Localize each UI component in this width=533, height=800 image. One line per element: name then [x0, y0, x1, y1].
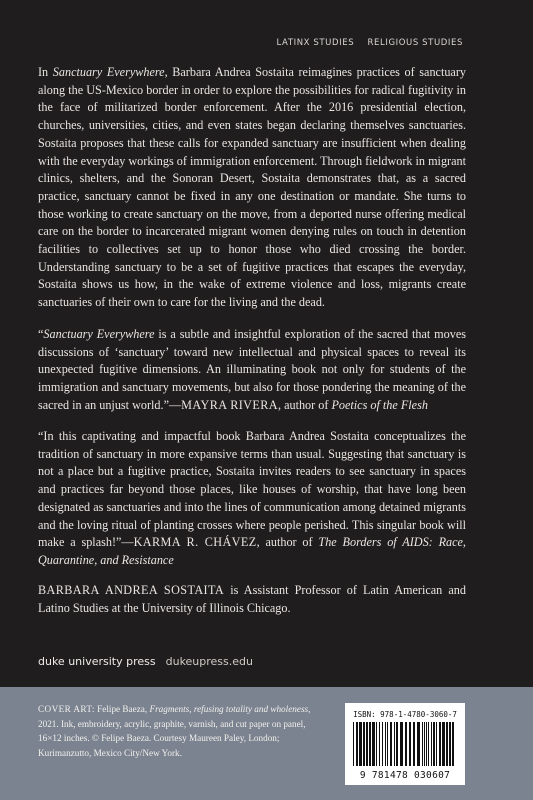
description-body: , Barbara Andrea Sostaita reimagines practices of sanctuary along the US-Mexico border in order to explore the possibilities for radical fugitivity in the face of militarized border enforcement. After the 2016 presidential election, churches, universities, cities, and even states began declaring themselves sanctuaries. Sostaita proposes that these calls for expanded sanctuary are insufficient when dealing with the everyday workings of immigration enforcement. Through fieldwork in migrant clinics, shelters, and the Sonoran Desert, Sostaita demonstrates that, as a sacred practice, sanctuary cannot be fixed in any one destination or mandate. She turns to those working to create sanctuary on the move, from a deported nurse offering medical care on the border to incarcerated migrant women denying rules on touch in detention facilities to collectives set up to honor those who died crossing the border. Understanding sanctuary to be a set of fugitive practices that escapes the everyday, Sostaita shows us how, in the wake of extreme violence and loss, migrants create sanctuaries of their own to care for the living and the dead. [38, 65, 466, 310]
isbn-barcode [345, 703, 465, 785]
barcode-bar [422, 722, 423, 766]
barcode-bar [413, 722, 415, 766]
barcode-bar [379, 722, 380, 766]
barcode-bar [372, 722, 375, 766]
barcode-bar [382, 722, 383, 766]
author-bio [38, 582, 466, 617]
book-description [38, 64, 466, 312]
barcode-bar [433, 722, 435, 766]
barcode-bar [359, 722, 362, 766]
bio-author-name: BARBARA ANDREA SOSTAITA [38, 583, 225, 597]
quote1-author: MAYRA RIVERA [181, 397, 278, 412]
barcode-bar [436, 722, 437, 766]
barcode-bar [431, 722, 432, 766]
barcode-bar [426, 722, 427, 766]
publisher-url[interactable]: dukeupress.edu [165, 655, 253, 668]
barcode-bar [449, 722, 451, 766]
cover-art-credit [38, 702, 330, 760]
publisher-line [38, 655, 253, 668]
quote2-author-book: The Borders of AIDS: Race, Quarantine, and Resistance [38, 535, 466, 567]
barcode-bar [385, 722, 386, 766]
category-religious-studies: RELIGIOUS STUDIES [367, 38, 463, 48]
barcode-bar [446, 722, 448, 766]
barcode-bar [356, 722, 358, 766]
barcode-bar [369, 722, 371, 766]
cover-art-artist: Felipe Baeza, [94, 704, 150, 714]
barcode-bar [424, 722, 425, 766]
barcode-bar [405, 722, 407, 766]
barcode-bar [387, 722, 388, 766]
description-intro: In [38, 65, 53, 79]
barcode-bar [400, 722, 403, 766]
barcode-bar [376, 722, 377, 766]
category-latinx-studies: LATINX STUDIES [276, 38, 355, 48]
barcode-bar [366, 722, 368, 766]
endorsement-chavez [38, 428, 466, 570]
bio-text: is Assistant Professor of Latin American and Latino Studies at the University of Illinois Chicago. [38, 583, 466, 615]
quote1-author-book: Poetics of the Flesh [331, 397, 428, 412]
barcode-bar [396, 722, 398, 766]
subject-categories [277, 38, 463, 48]
quote-open-mark: “ [38, 327, 44, 341]
cover-art-title: Fragments, refusing totality and wholeness [149, 704, 309, 714]
publisher-name: duke university press [38, 655, 156, 668]
barcode-bar [394, 722, 395, 766]
quote1-text: is a subtle and insightful exploration of the sacred that moves discussions of ‘sanctuary’ toward new intellectual and physical spaces to reveal its unexpected fugitive dimensions. An illuminating book not only for students of the immigration and sanctuary movements, but also for those pondering the meaning of the sacred in an unjust world.”— [38, 327, 466, 412]
barcode-bar [409, 722, 411, 766]
barcode-bar [428, 722, 429, 766]
barcode-bars [351, 722, 459, 766]
quote1-author-of: , author of [277, 397, 332, 412]
isbn-label: ISBN: 978-1-4780-3060-7 [353, 710, 457, 719]
quote2-text: “In this captivating and impactful book Barbara Andrea Sostaita conceptualizes the tradition of sanctuary in more expansive terms than usual. Suggesting that sanctuary is not a place but a fugitive practice, Sostaita invites readers to see sanctuary in spaces and practices far beyond those places, like houses of worship, that have long been designated as sanctuaries and into the lines of communication among detained migrants and the loving ritual of planting crosses where people perished. This singular book will make a splash!”— [38, 429, 466, 550]
barcode-bar [452, 722, 454, 766]
cover-art-label: COVER ART: [38, 704, 95, 714]
barcode-bar [353, 722, 354, 766]
footer-band [0, 687, 533, 800]
quote2-author-of: , author of [256, 535, 319, 550]
barcode-bar [417, 722, 420, 766]
quote2-author: KARMA R. CHÁVEZ [133, 535, 257, 550]
barcode-bar [442, 722, 445, 766]
quote1-book-title: Sanctuary Everywhere [43, 327, 155, 341]
barcode-bar [390, 722, 392, 766]
description-book-title: Sanctuary Everywhere [52, 65, 165, 79]
endorsement-rivera [38, 326, 466, 415]
barcode-bar [439, 722, 441, 766]
cover-art-details: , 2021. Ink, embroidery, acrylic, graphite, varnish, and cut paper on panel, 16×12 inches. © Felipe Baeza. Courtesy Maureen Paley, London; Kurimanzutto, Mexico City/New York. [38, 704, 311, 758]
barcode-bar [363, 722, 365, 766]
barcode-number: 9 781478 030607 [359, 770, 451, 781]
